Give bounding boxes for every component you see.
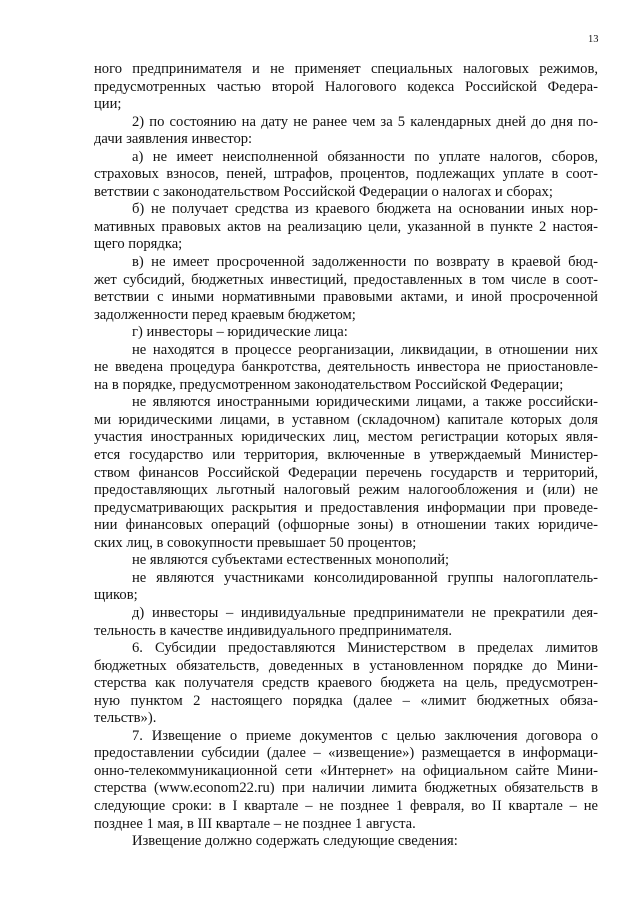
page-number: 13	[588, 34, 599, 45]
text-line: д) инвесторы – индивидуальные предприниматели не прекратили дея-	[132, 604, 598, 621]
text-line: ветствии с иными нормативными правовыми актами, и иной просроченной	[94, 289, 598, 306]
text-line: предоставлении субсидии (далее – «извещение») размещается в информаци-	[94, 745, 598, 762]
text-line: предоставляющих льготный налоговый режим налогообложения и (или) не	[94, 482, 598, 499]
text-line: задолженности перед краевым бюджетом;	[94, 306, 356, 323]
text-line: не являются субъектами естественных монополий;	[132, 552, 450, 569]
text-line: на в порядке, предусмотренном законодательством Российской Федерации;	[94, 376, 564, 393]
text-line: страховых взносов, пеней, штрафов, процентов, подлежащих уплате в соот-	[94, 166, 598, 183]
text-line: бюджетных обязательств, доведенных в установленном порядке до Мини-	[94, 657, 598, 674]
text-line: 7. Извещение о приеме документов с целью заключения договора о	[132, 727, 598, 744]
text-line: щего порядка;	[94, 236, 183, 253]
text-line: ного предпринимателя и не применяет специальных налоговых режимов,	[94, 61, 598, 77]
text-line: ветствии с законодательством Российской Федерации о налогах и сборах;	[94, 183, 553, 200]
text-line: предусмотренных частью второй Налогового кодекса Российской Федера-	[94, 78, 598, 95]
text-line: 6. Субсидии предоставляются Министерством в пределах лимитов	[132, 640, 598, 657]
text-line: ством финансов Российской Федерации перечень государств и территорий,	[94, 464, 598, 481]
text-line: дачи заявления инвестор:	[94, 131, 253, 148]
text-line: ную пунктом 2 настоящего порядка (далее – «лимит бюджетных обяза-	[94, 692, 598, 709]
text-line: ми юридическими лицами, в уставном (складочном) капитале которых доля	[94, 411, 598, 428]
text-line: предусматривающих раскрытия и предоставления информации при проведе-	[94, 499, 598, 516]
text-line: не являются участниками консолидированной группы налогоплатель-	[132, 569, 598, 586]
text-line: стерства как получателя средств краевого бюджета на цель, предусмотрен-	[94, 675, 598, 692]
text-line: г) инвесторы – юридические лица:	[132, 324, 348, 341]
text-line: мативных правовых актов на реализацию цели, указанной в пункте 2 настоя-	[94, 218, 598, 235]
text-line: б) не получает средства из краевого бюджета на основании иных нор-	[132, 201, 598, 218]
text-line: а) не имеет неисполненной обязанности по уплате налогов, сборов,	[132, 148, 598, 165]
text-line: тельств»).	[94, 710, 157, 727]
text-line: не являются иностранными юридическими лицами, а также российски-	[132, 394, 598, 411]
text-line: ских лиц, в совокупности превышает 50 процентов;	[94, 534, 417, 551]
text-line: в) не имеет просроченной задолженности по возврату в краевой бюд-	[132, 254, 598, 271]
text-line: онно-телекоммуникационной сети «Интернет» на официальном сайте Мини-	[94, 762, 598, 779]
text-line: Извещение должно содержать следующие сведения:	[132, 833, 458, 850]
text-line: не находятся в процессе реорганизации, ликвидации, в отношении них	[132, 341, 598, 358]
text-line: тельность в качестве индивидуального предпринимателя.	[94, 622, 453, 639]
document-body	[94, 61, 598, 851]
text-line: не введена процедура банкротства, деятельность инвестора не приостановле-	[94, 359, 598, 376]
text-line: следующие сроки: в I квартале – не позднее 1 февраля, во II квартале – не	[94, 797, 598, 814]
text-line: ции;	[94, 96, 122, 113]
text-line: жет субсидий, бюджетных инвестиций, предоставленных в том числе в соот-	[94, 271, 598, 288]
text-line: 2) по состоянию на дату не ранее чем за 5 календарных дней до дня по-	[132, 113, 598, 130]
text-line: позднее 1 мая, в III квартале – не позднее 1 августа.	[94, 815, 416, 832]
text-line: щиков;	[94, 587, 138, 604]
text-line: ется государство или территория, включенные в утверждаемый Министер-	[94, 447, 598, 464]
text-line: нии финансовых операций (офшорные зоны) в отношении таких юридиче-	[94, 517, 598, 534]
text-line: стерства (www.econom22.ru) при наличии лимита бюджетных обязательств в	[94, 780, 598, 797]
text-line: участия иностранных юридических лиц, местом регистрации которых явля-	[94, 429, 598, 446]
